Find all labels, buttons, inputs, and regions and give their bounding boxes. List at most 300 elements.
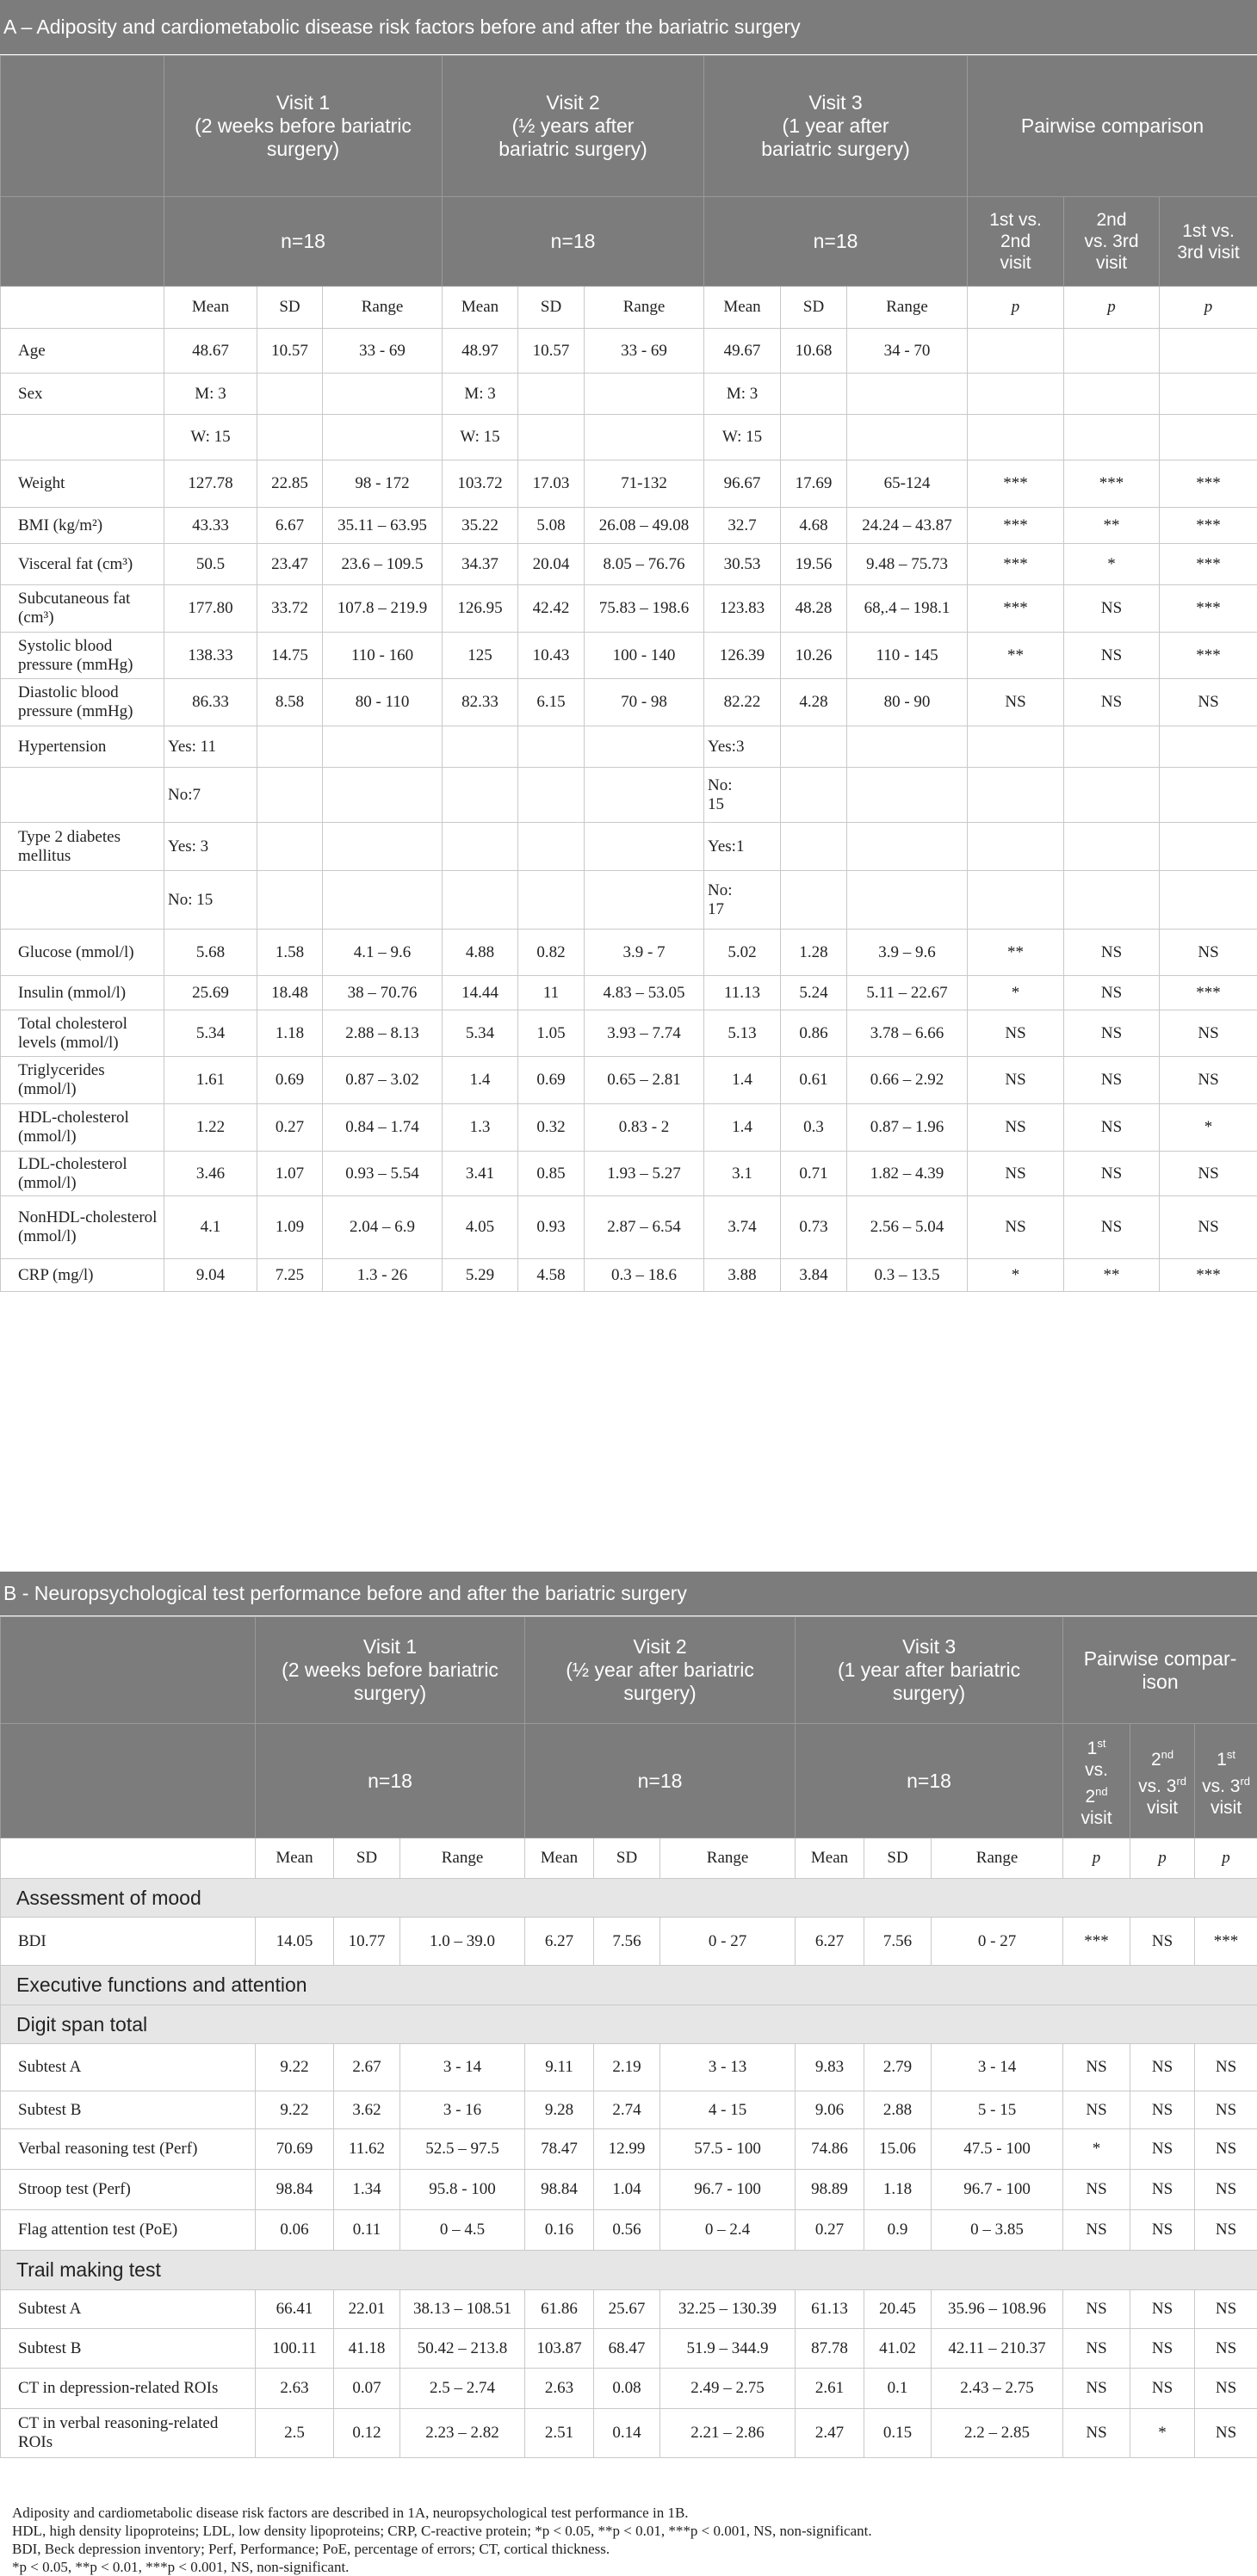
table-row (1, 976, 1257, 1010)
data-cell: 0.83 - 2 (585, 1104, 704, 1152)
p-value-cell (1064, 374, 1160, 415)
data-cell: 48.28 (781, 585, 847, 633)
data-cell: 0.3 – 18.6 (585, 1259, 704, 1292)
p-value-cell: NS (968, 1196, 1064, 1259)
p-value-header: p (1130, 1838, 1195, 1879)
data-cell: 95.8 - 100 (400, 2170, 525, 2210)
p-value-cell: NS (1130, 2091, 1195, 2129)
row-label: Age (1, 329, 164, 374)
data-cell: 61.86 (525, 2290, 594, 2329)
data-cell: 5 - 15 (932, 2091, 1063, 2129)
data-cell: 14.44 (443, 976, 518, 1010)
stat-header: Mean (796, 1838, 864, 1879)
data-cell: 96.67 (704, 460, 781, 508)
data-cell: 0.56 (594, 2210, 660, 2251)
data-cell: 70 - 98 (585, 679, 704, 726)
stat-header: Range (400, 1838, 525, 1879)
p-value-cell: *** (968, 508, 1064, 544)
data-cell: W: 15 (704, 415, 781, 460)
data-cell: 3.9 - 7 (585, 930, 704, 976)
p-value-cell: *** (1160, 508, 1257, 544)
data-cell: 9.06 (796, 2091, 864, 2129)
data-cell: 3.78 – 6.66 (847, 1010, 968, 1057)
row-label (1, 871, 164, 930)
p-value-cell: NS (1130, 2044, 1195, 2091)
data-cell (518, 768, 585, 823)
p-value-cell: *** (1160, 460, 1257, 508)
data-cell: 33 - 69 (585, 329, 704, 374)
data-cell: 80 - 110 (323, 679, 443, 726)
cmp3-header: 1st vs. 3rd visit (1195, 1724, 1257, 1838)
p-value-cell: NS (1195, 2290, 1257, 2329)
data-cell: 2.49 – 2.75 (660, 2369, 796, 2409)
p-value-cell: *** (1160, 976, 1257, 1010)
p-value-cell: NS (1064, 1152, 1160, 1196)
data-cell: 15.06 (864, 2129, 932, 2170)
data-cell: 78.47 (525, 2129, 594, 2170)
data-cell: 103.72 (443, 460, 518, 508)
table-row (1, 1196, 1257, 1259)
data-cell: 26.08 – 49.08 (585, 508, 704, 544)
data-cell: 3 - 14 (932, 2044, 1063, 2091)
p-value-cell: NS (1063, 2329, 1130, 2369)
p-value-cell: NS (1064, 1196, 1160, 1259)
data-cell: 4.88 (443, 930, 518, 976)
data-cell: 19.56 (781, 544, 847, 585)
footnote: BDI, Beck depression inventory; Perf, Performance; PoE, percentage of errors; CT, cortical thickness. (12, 2541, 610, 2557)
p-value-cell: *** (1195, 1918, 1257, 1966)
row-label: CRP (mg/l) (1, 1259, 164, 1292)
data-cell: 1.3 (443, 1104, 518, 1152)
data-cell: 4.1 (164, 1196, 257, 1259)
data-cell: 9.22 (256, 2091, 334, 2129)
table-a (0, 55, 1257, 1292)
p-value-cell: NS (1130, 2369, 1195, 2409)
data-cell: 11 (518, 976, 585, 1010)
data-cell: 2.5 – 2.74 (400, 2369, 525, 2409)
row-label: BMI (kg/m²) (1, 508, 164, 544)
data-cell: 2.21 – 2.86 (660, 2409, 796, 2458)
p-value-cell: NS (1160, 1196, 1257, 1259)
table-b (0, 1616, 1257, 2458)
row-label: Sex (1, 374, 164, 415)
row-label: Systolic blood pressure (mmHg) (1, 633, 164, 679)
p-value-cell: *** (1160, 585, 1257, 633)
n2-header: n=18 (443, 197, 704, 287)
data-cell: 100.11 (256, 2329, 334, 2369)
data-cell: 4 - 15 (660, 2091, 796, 2129)
visit2-header: Visit 2 (½ year after bariatric surgery) (525, 1617, 796, 1724)
n1-header: n=18 (256, 1724, 525, 1838)
table-b-title: B - Neuropsychological test performance before and after the bariatric surgery (0, 1572, 1257, 1616)
data-cell (443, 726, 518, 768)
table-row (1, 374, 1257, 415)
p-value-cell: NS (1063, 2170, 1130, 2210)
data-cell (585, 823, 704, 871)
data-cell: W: 15 (164, 415, 257, 460)
subheader-row (1, 1838, 1257, 1879)
p-value-cell: NS (1160, 1057, 1257, 1104)
p-value-cell: NS (1064, 976, 1160, 1010)
data-cell: 3.41 (443, 1152, 518, 1196)
p-value-cell: NS (1195, 2129, 1257, 2170)
data-cell: 0.66 – 2.92 (847, 1057, 968, 1104)
data-cell: 5.24 (781, 976, 847, 1010)
row-label: Subtest A (1, 2290, 256, 2329)
p-value-cell: *** (968, 460, 1064, 508)
data-cell: 25.67 (594, 2290, 660, 2329)
data-cell: 1.3 - 26 (323, 1259, 443, 1292)
data-cell: 6.27 (796, 1918, 864, 1966)
row-label: Visceral fat (cm³) (1, 544, 164, 585)
data-cell (781, 871, 847, 930)
data-cell: 6.27 (525, 1918, 594, 1966)
data-cell: 70.69 (256, 2129, 334, 2170)
data-cell: 8.05 – 76.76 (585, 544, 704, 585)
data-cell: 35.11 – 63.95 (323, 508, 443, 544)
data-cell: 32.7 (704, 508, 781, 544)
data-cell (257, 374, 323, 415)
table-a-title: A – Adiposity and cardiometabolic disease risk factors before and after the bariatric surgery (0, 0, 1257, 55)
stat-header: Range (660, 1838, 796, 1879)
data-cell: 0.3 (781, 1104, 847, 1152)
p-value-header: p (1195, 1838, 1257, 1879)
data-cell (585, 415, 704, 460)
n2-header: n=18 (525, 1724, 796, 1838)
row-label (1, 768, 164, 823)
p-value-cell (1064, 768, 1160, 823)
data-cell: 23.6 – 109.5 (323, 544, 443, 585)
data-cell: 3.93 – 7.74 (585, 1010, 704, 1057)
data-cell: Yes:3 (704, 726, 781, 768)
row-label: CT in verbal reasoning-related ROIs (1, 2409, 256, 2458)
data-cell: 9.22 (256, 2044, 334, 2091)
data-cell: 38 – 70.76 (323, 976, 443, 1010)
table-row (1, 930, 1257, 976)
data-cell: M: 3 (443, 374, 518, 415)
data-cell: 1.18 (864, 2170, 932, 2210)
data-cell: 80 - 90 (847, 679, 968, 726)
table-row (1, 1057, 1257, 1104)
p-value-cell: * (1130, 2409, 1195, 2458)
p-value-cell: NS (1064, 633, 1160, 679)
row-label: Total cholesterol levels (mmol/l) (1, 1010, 164, 1057)
data-cell (585, 374, 704, 415)
data-cell: 9.83 (796, 2044, 864, 2091)
data-cell: 49.67 (704, 329, 781, 374)
p-value-cell (1160, 329, 1257, 374)
p-value-cell: NS (1195, 2409, 1257, 2458)
p-value-cell (1160, 823, 1257, 871)
p-value-cell: NS (1064, 585, 1160, 633)
data-cell (323, 823, 443, 871)
data-cell: No: 15 (164, 871, 257, 930)
table-b-section (0, 1572, 1257, 2458)
data-cell: 1.28 (781, 930, 847, 976)
data-cell: 10.57 (518, 329, 585, 374)
data-cell: 2.87 – 6.54 (585, 1196, 704, 1259)
data-cell: 98 - 172 (323, 460, 443, 508)
cmp2-header: 2nd vs. 3rd visit (1130, 1724, 1195, 1838)
data-cell: 41.18 (334, 2329, 400, 2369)
n1-header: n=18 (164, 197, 443, 287)
data-cell: 32.25 – 130.39 (660, 2290, 796, 2329)
row-label: Subtest A (1, 2044, 256, 2091)
p-value-cell: * (1064, 544, 1160, 585)
row-label: Type 2 diabetes mellitus (1, 823, 164, 871)
data-cell (323, 374, 443, 415)
data-cell: 1.05 (518, 1010, 585, 1057)
table-row (1, 2129, 1257, 2170)
data-cell: 5.68 (164, 930, 257, 976)
data-cell: 74.86 (796, 2129, 864, 2170)
p-value-cell (1064, 415, 1160, 460)
data-cell: 3.74 (704, 1196, 781, 1259)
row-label: Insulin (mmol/l) (1, 976, 164, 1010)
data-cell: 138.33 (164, 633, 257, 679)
category-row (1, 1879, 1257, 1918)
data-cell: 7.56 (864, 1918, 932, 1966)
data-cell: 3 - 13 (660, 2044, 796, 2091)
table-row (1, 633, 1257, 679)
data-cell: 11.62 (334, 2129, 400, 2170)
data-cell: 125 (443, 633, 518, 679)
header-blank (1, 1724, 256, 1838)
p-value-cell: NS (1130, 2329, 1195, 2369)
data-cell: 35.96 – 108.96 (932, 2290, 1063, 2329)
data-cell: 9.48 – 75.73 (847, 544, 968, 585)
row-label: Weight (1, 460, 164, 508)
row-label: Flag attention test (PoE) (1, 2210, 256, 2251)
p-value-cell: NS (1063, 2210, 1130, 2251)
p-value-cell (1160, 374, 1257, 415)
data-cell: 33.72 (257, 585, 323, 633)
p-value-cell: NS (1130, 2290, 1195, 2329)
data-cell: 107.8 – 219.9 (323, 585, 443, 633)
data-cell: 0.06 (256, 2210, 334, 2251)
p-value-header: p (1063, 1838, 1130, 1879)
p-value-cell: NS (1195, 2091, 1257, 2129)
p-value-cell: NS (968, 1010, 1064, 1057)
data-cell: 8.58 (257, 679, 323, 726)
p-value-cell: ** (1064, 1259, 1160, 1292)
data-cell (518, 726, 585, 768)
data-cell (847, 415, 968, 460)
data-cell: 10.57 (257, 329, 323, 374)
table-row (1, 823, 1257, 871)
data-cell: 0.71 (781, 1152, 847, 1196)
data-cell: 1.34 (334, 2170, 400, 2210)
table-row (1, 2290, 1257, 2329)
data-cell: 7.56 (594, 1918, 660, 1966)
data-cell: 9.11 (525, 2044, 594, 2091)
data-cell: 3 - 16 (400, 2091, 525, 2129)
data-cell: 0.11 (334, 2210, 400, 2251)
row-label: CT in depression-related ROIs (1, 2369, 256, 2409)
data-cell: 2.61 (796, 2369, 864, 2409)
data-cell: 43.33 (164, 508, 257, 544)
p-value-cell (968, 329, 1064, 374)
data-cell: 25.69 (164, 976, 257, 1010)
p-value-header: p (1064, 287, 1160, 329)
p-value-header: p (1160, 287, 1257, 329)
p-value-cell (968, 415, 1064, 460)
data-cell (518, 871, 585, 930)
data-cell: 51.9 – 344.9 (660, 2329, 796, 2369)
data-cell: 47.5 - 100 (932, 2129, 1063, 2170)
data-cell: 3.1 (704, 1152, 781, 1196)
data-cell: M: 3 (164, 374, 257, 415)
category-digit-span: Digit span total (1, 2005, 1257, 2044)
row-label: NonHDL-cholesterol (mmol/l) (1, 1196, 164, 1259)
p-value-cell: NS (1064, 679, 1160, 726)
table-row (1, 2170, 1257, 2210)
data-cell: 3.84 (781, 1259, 847, 1292)
table-row (1, 1104, 1257, 1152)
data-cell: 1.0 – 39.0 (400, 1918, 525, 1966)
table-row (1, 1010, 1257, 1057)
row-label: Glucose (mmol/l) (1, 930, 164, 976)
data-cell: M: 3 (704, 374, 781, 415)
table-row (1, 460, 1257, 508)
data-cell: 42.11 – 210.37 (932, 2329, 1063, 2369)
data-cell (257, 726, 323, 768)
data-cell (443, 768, 518, 823)
data-cell: 2.23 – 2.82 (400, 2409, 525, 2458)
table-row (1, 2044, 1257, 2091)
data-cell: 17.03 (518, 460, 585, 508)
visit1-header: Visit 1 (2 weeks before bariatric surgery) (256, 1617, 525, 1724)
data-cell: 35.22 (443, 508, 518, 544)
footnote: Adiposity and cardiometabolic disease risk factors are described in 1A, neuropsychological test performance in 1B. (12, 2505, 689, 2521)
data-cell: 0.1 (864, 2369, 932, 2409)
data-cell: 2.63 (256, 2369, 334, 2409)
data-cell: 50.42 – 213.8 (400, 2329, 525, 2369)
data-cell: 12.99 (594, 2129, 660, 2170)
data-cell: 2.04 – 6.9 (323, 1196, 443, 1259)
p-value-cell (968, 374, 1064, 415)
p-value-cell (1064, 329, 1160, 374)
data-cell: 0 – 3.85 (932, 2210, 1063, 2251)
data-cell: 9.28 (525, 2091, 594, 2129)
data-cell: 75.83 – 198.6 (585, 585, 704, 633)
data-cell: 1.4 (704, 1104, 781, 1152)
data-cell (847, 374, 968, 415)
data-cell: 1.09 (257, 1196, 323, 1259)
data-cell: 127.78 (164, 460, 257, 508)
data-cell: 2.88 – 8.13 (323, 1010, 443, 1057)
data-cell: 0.69 (257, 1057, 323, 1104)
data-cell: 5.11 – 22.67 (847, 976, 968, 1010)
stat-header: SD (594, 1838, 660, 1879)
data-cell: 2.19 (594, 2044, 660, 2091)
data-cell: 1.4 (704, 1057, 781, 1104)
table-row (1, 871, 1257, 930)
p-value-cell: NS (1160, 679, 1257, 726)
data-cell: 52.5 – 97.5 (400, 2129, 525, 2170)
data-cell: 100 - 140 (585, 633, 704, 679)
data-cell (323, 415, 443, 460)
p-value-cell: NS (968, 679, 1064, 726)
p-value-cell (1160, 726, 1257, 768)
p-value-cell: *** (968, 585, 1064, 633)
data-cell: 4.1 – 9.6 (323, 930, 443, 976)
data-cell: 7.25 (257, 1259, 323, 1292)
visit2-header: Visit 2 (½ years after bariatric surgery) (443, 56, 704, 197)
data-cell: 0.32 (518, 1104, 585, 1152)
cmp1-header: 1st vs. 2nd visit (1063, 1724, 1130, 1838)
data-cell: 1.18 (257, 1010, 323, 1057)
data-cell: 24.24 – 43.87 (847, 508, 968, 544)
table-row (1, 2210, 1257, 2251)
row-label: Verbal reasoning test (Perf) (1, 2129, 256, 2170)
p-value-cell (1064, 871, 1160, 930)
data-cell: 50.5 (164, 544, 257, 585)
stat-header: SD (781, 287, 847, 329)
p-value-cell: * (1063, 2129, 1130, 2170)
data-cell: 23.47 (257, 544, 323, 585)
data-cell: Yes: 3 (164, 823, 257, 871)
data-cell: 4.05 (443, 1196, 518, 1259)
row-label: Stroop test (Perf) (1, 2170, 256, 2210)
stat-header: Range (323, 287, 443, 329)
p-value-cell (1160, 871, 1257, 930)
row-label: Triglycerides (mmol/l) (1, 1057, 164, 1104)
header-blank (1, 197, 164, 287)
p-value-cell: NS (1063, 2369, 1130, 2409)
category-trail-making: Trail making test (1, 2251, 1257, 2290)
data-cell: 17.69 (781, 460, 847, 508)
data-cell (781, 768, 847, 823)
data-cell: 110 - 145 (847, 633, 968, 679)
data-cell: 0.12 (334, 2409, 400, 2458)
data-cell: 65-124 (847, 460, 968, 508)
data-cell: 10.77 (334, 1918, 400, 1966)
p-value-cell: * (1160, 1104, 1257, 1152)
p-value-cell (968, 726, 1064, 768)
data-cell: 5.34 (164, 1010, 257, 1057)
p-value-cell (1160, 415, 1257, 460)
data-cell: 61.13 (796, 2290, 864, 2329)
p-value-cell: * (968, 1259, 1064, 1292)
stat-header: Mean (525, 1838, 594, 1879)
p-value-cell (968, 823, 1064, 871)
stat-header: SD (334, 1838, 400, 1879)
data-cell: 1.22 (164, 1104, 257, 1152)
data-cell (781, 823, 847, 871)
data-cell: 0.61 (781, 1057, 847, 1104)
table-row (1, 508, 1257, 544)
data-cell: 48.67 (164, 329, 257, 374)
p-value-cell: NS (1195, 2329, 1257, 2369)
data-cell: 1.4 (443, 1057, 518, 1104)
data-cell: 4.58 (518, 1259, 585, 1292)
stat-header: SD (864, 1838, 932, 1879)
table-row (1, 415, 1257, 460)
data-cell: 0.27 (257, 1104, 323, 1152)
data-cell (518, 823, 585, 871)
data-cell: 0.86 (781, 1010, 847, 1057)
data-cell: 98.84 (525, 2170, 594, 2210)
p-value-cell (1064, 823, 1160, 871)
category-row (1, 2251, 1257, 2290)
table-row (1, 726, 1257, 768)
data-cell: 5.13 (704, 1010, 781, 1057)
data-cell: 2.63 (525, 2369, 594, 2409)
data-cell: 0.84 – 1.74 (323, 1104, 443, 1152)
data-cell: 14.05 (256, 1918, 334, 1966)
data-cell: 4.28 (781, 679, 847, 726)
